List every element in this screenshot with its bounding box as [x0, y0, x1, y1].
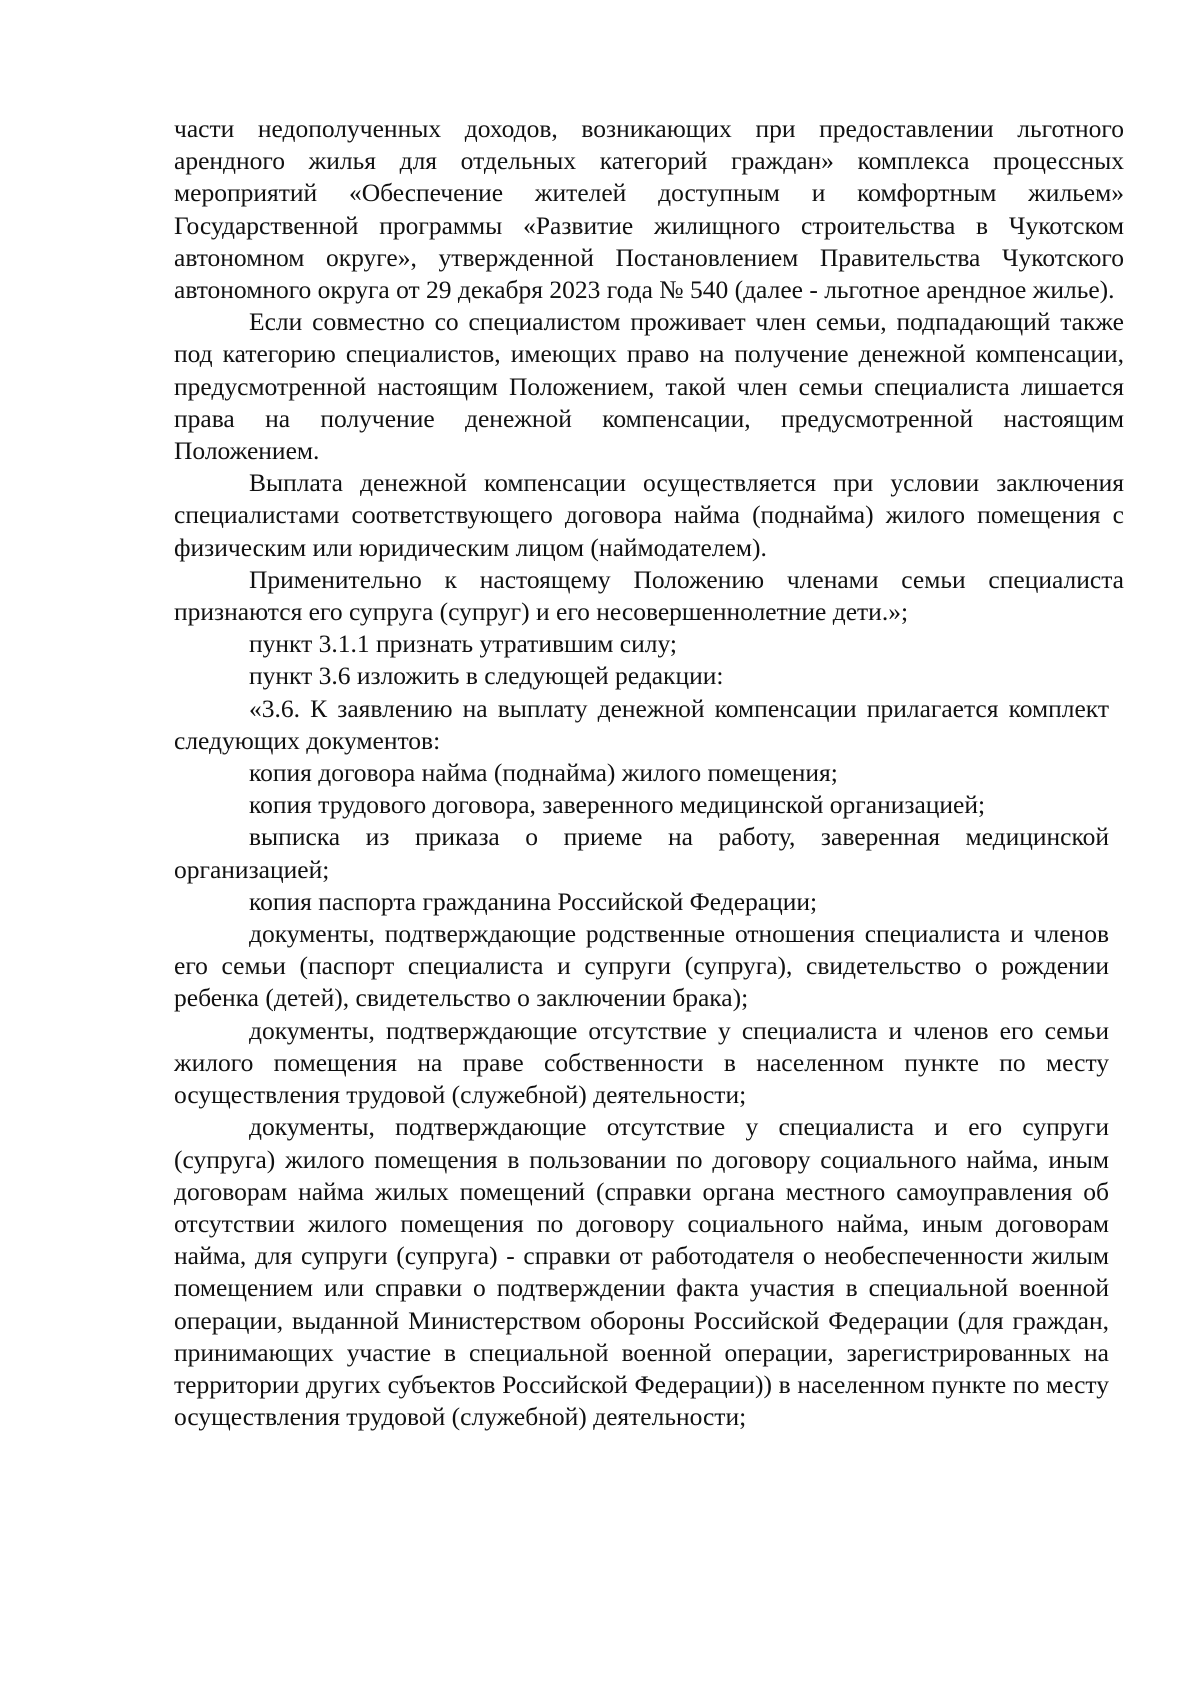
- paragraph-12: документы, подтверждающие родственные отношения специалиста и членов его семьи (паспорт специалиста и супруги (супруга), свидетельство о рождении ребенка (детей), свидетельство о заключении брака);: [174, 919, 1109, 1013]
- paragraph-6: пункт 3.6 изложить в следующей редакции:: [249, 661, 724, 691]
- document-page: [174, 113, 1124, 1433]
- paragraph-11: копия паспорта гражданина Российской Федерации;: [249, 886, 818, 916]
- paragraph-13: документы, подтверждающие отсутствие у специалиста и членов его семьи жилого помещения на праве собственности в населенном пункте по месту осуществления трудовой (служебной) деятельности;: [174, 1015, 1109, 1110]
- paragraph-7: «3.6. К заявлению на выплату денежной компенсации прилагается комплект следующих документов:: [174, 693, 1109, 755]
- paragraph-8: копия договора найма (поднайма) жилого помещения;: [249, 758, 838, 788]
- paragraph-5: пункт 3.1.1 признать утратившим силу;: [249, 629, 677, 659]
- paragraph-9: копия трудового договора, заверенного медицинской организацией;: [249, 790, 986, 820]
- paragraph-4: Применительно к настоящему Положению членами семьи специалиста признаются его супруга (супруг) и его несовершеннолетние дети.»;: [174, 564, 1124, 627]
- paragraph-1: части недополученных доходов, возникающих при предоставлении льготного арендного жилья для отдельных категорий граждан» комплекса процессных мероприятий «Обеспечение жителей доступным и комфортным жильем» Государственной программы «Развитие жилищного строительства в Чукотском автономном округе», утвержденной Постановлением Правительства Чукотского автономного округа от 29 декабря 2023 года № 540 (далее - льготное арендное жилье).: [174, 114, 1124, 305]
- paragraph-3: Выплата денежной компенсации осуществляется при условии заключения специалистами соответствующего договора найма (поднайма) жилого помещения с физическим или юридическим лицом (наймодателем).: [174, 468, 1124, 562]
- paragraph-14: документы, подтверждающие отсутствие у специалиста и его супруги (супруга) жилого помещения в пользовании по договору социального найма, иным договорам найма жилых помещений (справки органа местного самоуправления об отсутствии жилого помещения по договору социального найма, иным договорам найма, для супруги (супруга) - справки от работодателя о необеспеченности жилым помещением или справки о подтверждении факта участия в специальной военной операции, выданной Министерством обороны Российской Федерации (для граждан, принимающих участие в специальной военной операции, зарегистрированных на территории других субъектов Российской Федерации)) в населенном пункте по месту осуществления трудовой (служебной) деятельности;: [174, 1112, 1109, 1432]
- paragraph-2: Если совместно со специалистом проживает член семьи, подпадающий также под категорию специалистов, имеющих право на получение денежной компенсации, предусмотренной настоящим Положением, такой член семьи специалиста лишается права на получение денежной компенсации, предусмотренной настоящим Положением.: [174, 307, 1124, 466]
- paragraph-10: выписка из приказа о приеме на работу, заверенная медицинской организацией;: [174, 822, 1109, 884]
